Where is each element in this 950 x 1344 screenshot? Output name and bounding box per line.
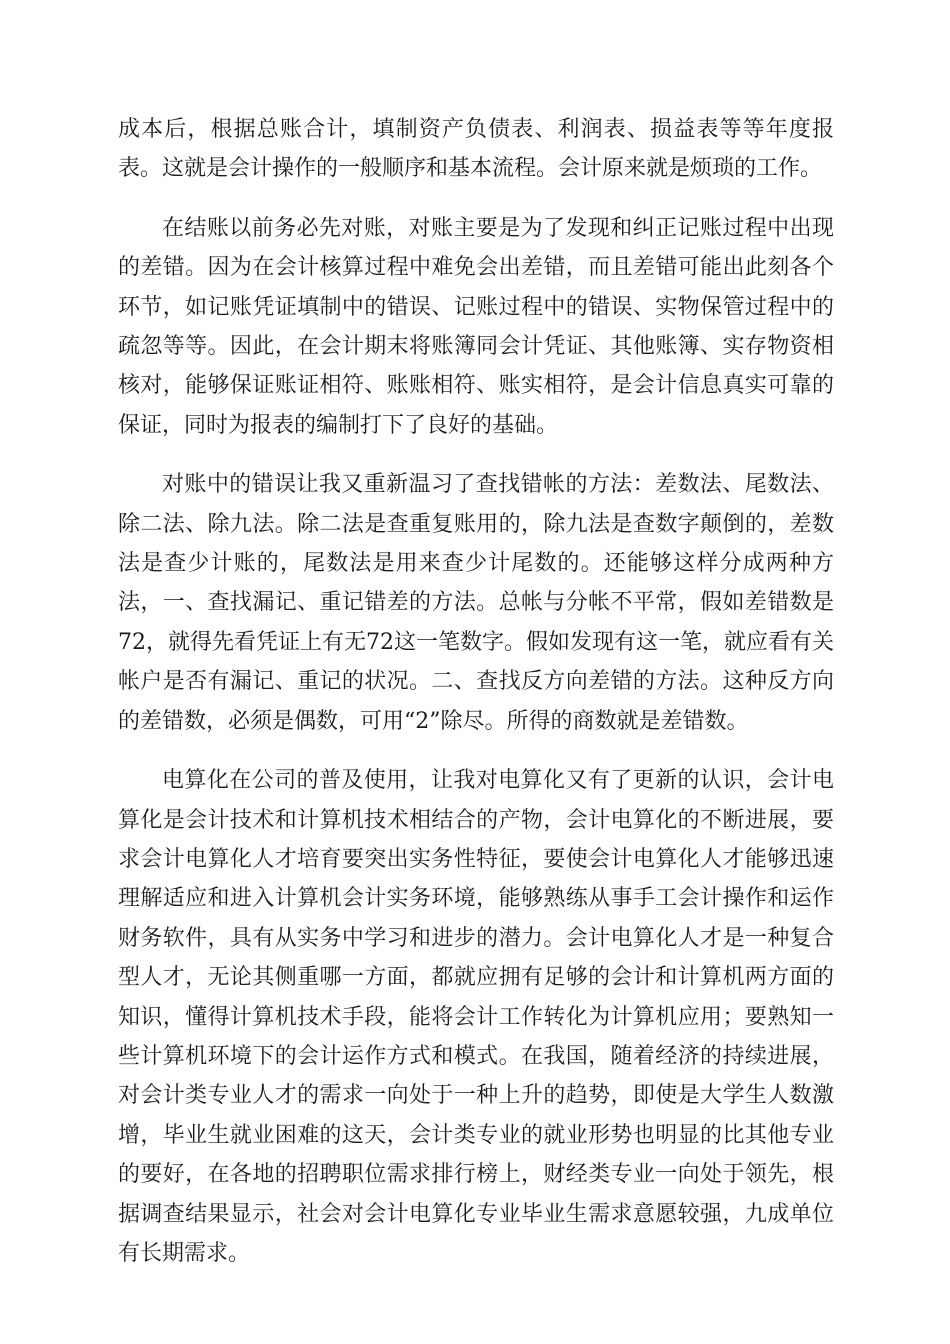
paragraph-3: 对账中的错误让我又重新温习了查找错帐的方法：差数法、尾数法、除二法、除九法。除二法是查重复账用的，除九法是查数字颠倒的，差数法是查少计账的，尾数法是用来查少计尾数的。还能够这样分成两种方法，一、查找漏记、重记错差的方法。总帐与分帐不平常，假如差错数是72，就得先看凭证上有无72这一笔数字。假如发现有这一笔，就应看有关帐户是否有漏记、重记的状况。二、查找反方向差错的方法。这种反方向的差错数，必须是偶数，可用“2”除尽。所得的商数就是差错数。 (118, 472, 834, 734)
paragraph-2: 在结账以前务必先对账，对账主要是为了发现和纠正记账过程中出现的差错。因为在会计核算过程中难免会出差错，而且差错可能出此刻各个环节，如记账凭证填制中的错误、记账过程中的错误、实物保管过程中的疏忽等等。因此，在会计期末将账簿同会计凭证、其他账簿、实存物资相核对，能够保证账证相符、账账相符、账实相符，是会计信息真实可靠的保证，同时为报表的编制打下了良好的基础。 (118, 215, 834, 438)
paragraph-4: 电算化在公司的普及使用，让我对电算化又有了更新的认识，会计电算化是会计技术和计算机技术相结合的产物，会计电算化的不断进展，要求会计电算化人才培育要突出实务性特征，要使会计电算化人才能够迅速理解适应和进入计算机会计实务环境，能够熟练从事手工会计操作和运作财务软件，具有从实务中学习和进步的潜力。会计电算化人才是一种复合型人才，无论其侧重哪一方面，都就应拥有足够的会计和计算机两方面的知识，懂得计算机技术手段，能将会计工作转化为计算机应用；要熟知一些计算机环境下的会计运作方式和模式。在我国，随着经济的持续进展，对会计类专业人才的需求一向处于一种上升的趋势，即使是大学生人数激增，毕业生就业困难的这天，会计类专业的就业形势也明显的比其他专业的要好，在各地的招聘职位需求排行榜上，财经类专业一向处于领先，根据调查结果显示，社会对会计电算化专业毕业生需求意愿较强，九成单位有长期需求。 (118, 768, 834, 1266)
paragraph-1: 成本后，根据总账合计，填制资产负债表、利润表、损益表等等年度报表。这就是会计操作的一般顺序和基本流程。会计原来就是烦琐的工作。 (118, 117, 834, 182)
document-body (118, 110, 834, 1293)
